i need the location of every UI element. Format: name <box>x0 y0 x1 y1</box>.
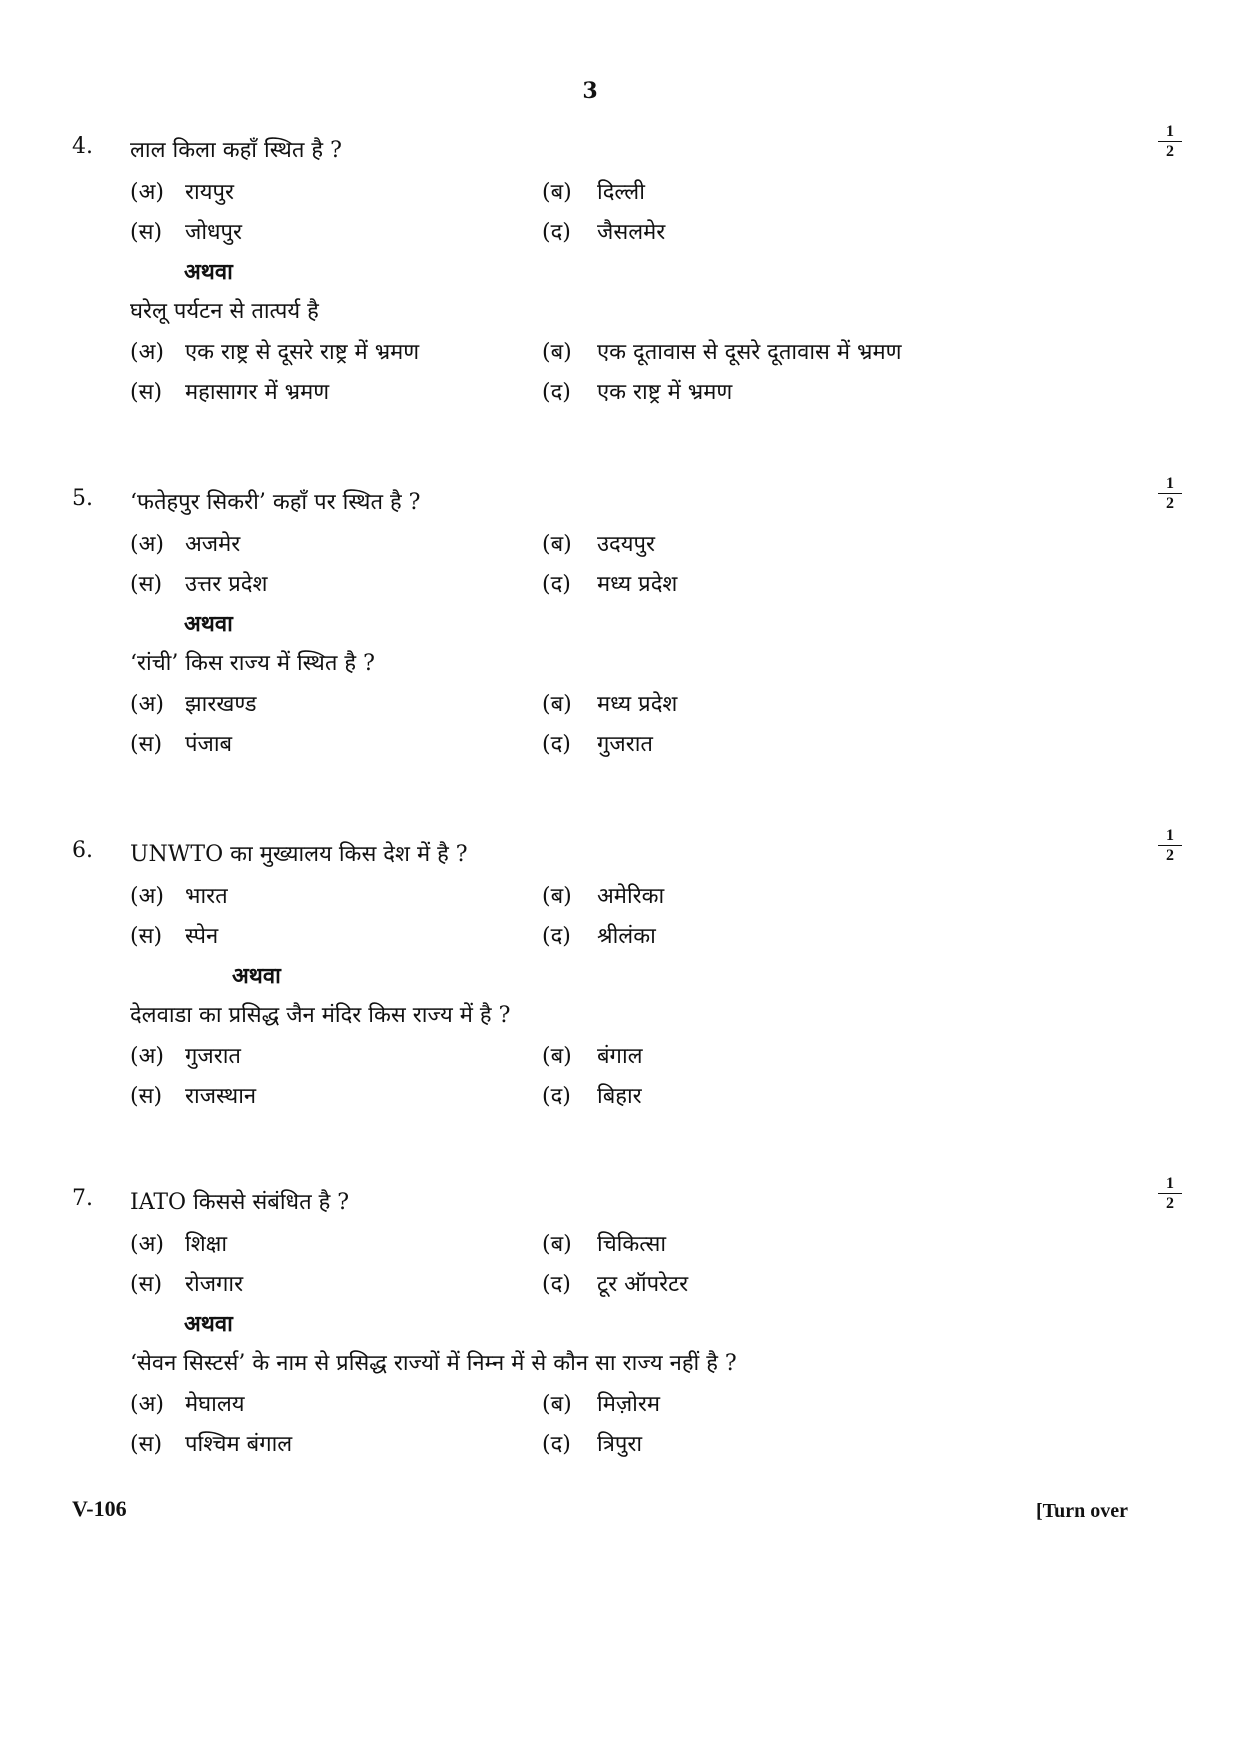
page-number: 3 <box>582 78 598 104</box>
or-label: अथवा <box>184 611 233 637</box>
marks-fraction: $\frac{1}{2}$ <box>1158 476 1182 512</box>
question-number: 5. <box>72 486 93 511</box>
paper-code: V-106 <box>72 1496 127 1521</box>
alt-option-c: (स) पश्चिम बंगाल <box>130 1432 293 1457</box>
option-c: (स) उत्तर प्रदेश <box>130 572 268 597</box>
option-b: (ब) दिल्ली <box>542 180 645 205</box>
option-c: (स) रोजगार <box>130 1272 244 1297</box>
alt-option-b: (ब) बंगाल <box>542 1044 643 1069</box>
option-b: (ब) उदयपुर <box>542 532 655 557</box>
option-b: (ब) अमेरिका <box>542 884 665 909</box>
question-text: IATO किससे संबंधित है ? <box>130 1190 350 1215</box>
option-d: (द) जैसलमेर <box>542 220 666 245</box>
option-c: (स) जोधपुर <box>130 220 243 245</box>
question-number: 6. <box>72 838 93 863</box>
question-text: ‘फतेहपुर सिकरी’ कहाँ पर स्थित है ? <box>130 490 421 515</box>
question-text: लाल किला कहाँ स्थित है ? <box>130 138 342 163</box>
turn-over-label: [Turn over <box>1036 1500 1129 1522</box>
alternate-question-text: घरेलू पर्यटन से तात्पर्य है <box>130 299 319 324</box>
alt-option-b: (ब) मिज़ोरम <box>542 1392 661 1417</box>
alt-option-a: (अ) झारखण्ड <box>130 692 257 717</box>
alt-option-a: (अ) एक राष्ट्र से दूसरे राष्ट्र में भ्रमण <box>130 340 420 365</box>
question-text: UNWTO का मुख्यालय किस देश में है ? <box>130 842 468 867</box>
option-c: (स) स्पेन <box>130 924 219 949</box>
question-4 <box>72 123 1182 412</box>
alt-option-b: (ब) एक दूतावास से दूसरे दूतावास में भ्रमण <box>542 340 902 365</box>
alternate-question-text: ‘रांची’ किस राज्य में स्थित है ? <box>130 651 375 676</box>
question-number: 4. <box>72 134 93 159</box>
question-7 <box>72 1175 1182 1464</box>
option-d: (द) टूर ऑपरेटर <box>542 1272 689 1297</box>
question-5 <box>72 475 1182 764</box>
marks-fraction: $\frac{1}{2}$ <box>1158 1176 1182 1212</box>
alt-option-c: (स) राजस्थान <box>130 1084 257 1109</box>
alternate-question-text: ‘सेवन सिस्टर्स’ के नाम से प्रसिद्ध राज्यों में निम्न में से कौन सा राज्य नहीं है ? <box>130 1351 737 1376</box>
alt-option-d: (द) एक राष्ट्र में भ्रमण <box>542 380 733 405</box>
or-label: अथवा <box>184 259 233 285</box>
or-label: अथवा <box>232 963 281 989</box>
or-label: अथवा <box>184 1311 233 1337</box>
question-number: 7. <box>72 1186 93 1211</box>
option-a: (अ) भारत <box>130 884 228 909</box>
question-6 <box>72 827 1182 1116</box>
alt-option-d: (द) त्रिपुरा <box>542 1432 643 1457</box>
alt-option-c: (स) महासागर में भ्रमण <box>130 380 330 405</box>
alt-option-b: (ब) मध्य प्रदेश <box>542 692 678 717</box>
option-b: (ब) चिकित्सा <box>542 1232 667 1257</box>
alt-option-d: (द) गुजरात <box>542 732 653 757</box>
option-a: (अ) रायपुर <box>130 180 234 205</box>
alt-option-c: (स) पंजाब <box>130 732 233 757</box>
option-d: (द) श्रीलंका <box>542 924 656 949</box>
marks-fraction: $\frac{1}{2}$ <box>1158 124 1182 160</box>
alt-option-a: (अ) मेघालय <box>130 1392 245 1417</box>
marks-fraction: $\frac{1}{2}$ <box>1158 828 1182 864</box>
alt-option-d: (द) बिहार <box>542 1084 642 1109</box>
option-d: (द) मध्य प्रदेश <box>542 572 678 597</box>
alternate-question-text: देलवाडा का प्रसिद्ध जैन मंदिर किस राज्य में है ? <box>130 1003 511 1028</box>
option-a: (अ) अजमेर <box>130 532 241 557</box>
alt-option-a: (अ) गुजरात <box>130 1044 241 1069</box>
option-a: (अ) शिक्षा <box>130 1232 228 1257</box>
